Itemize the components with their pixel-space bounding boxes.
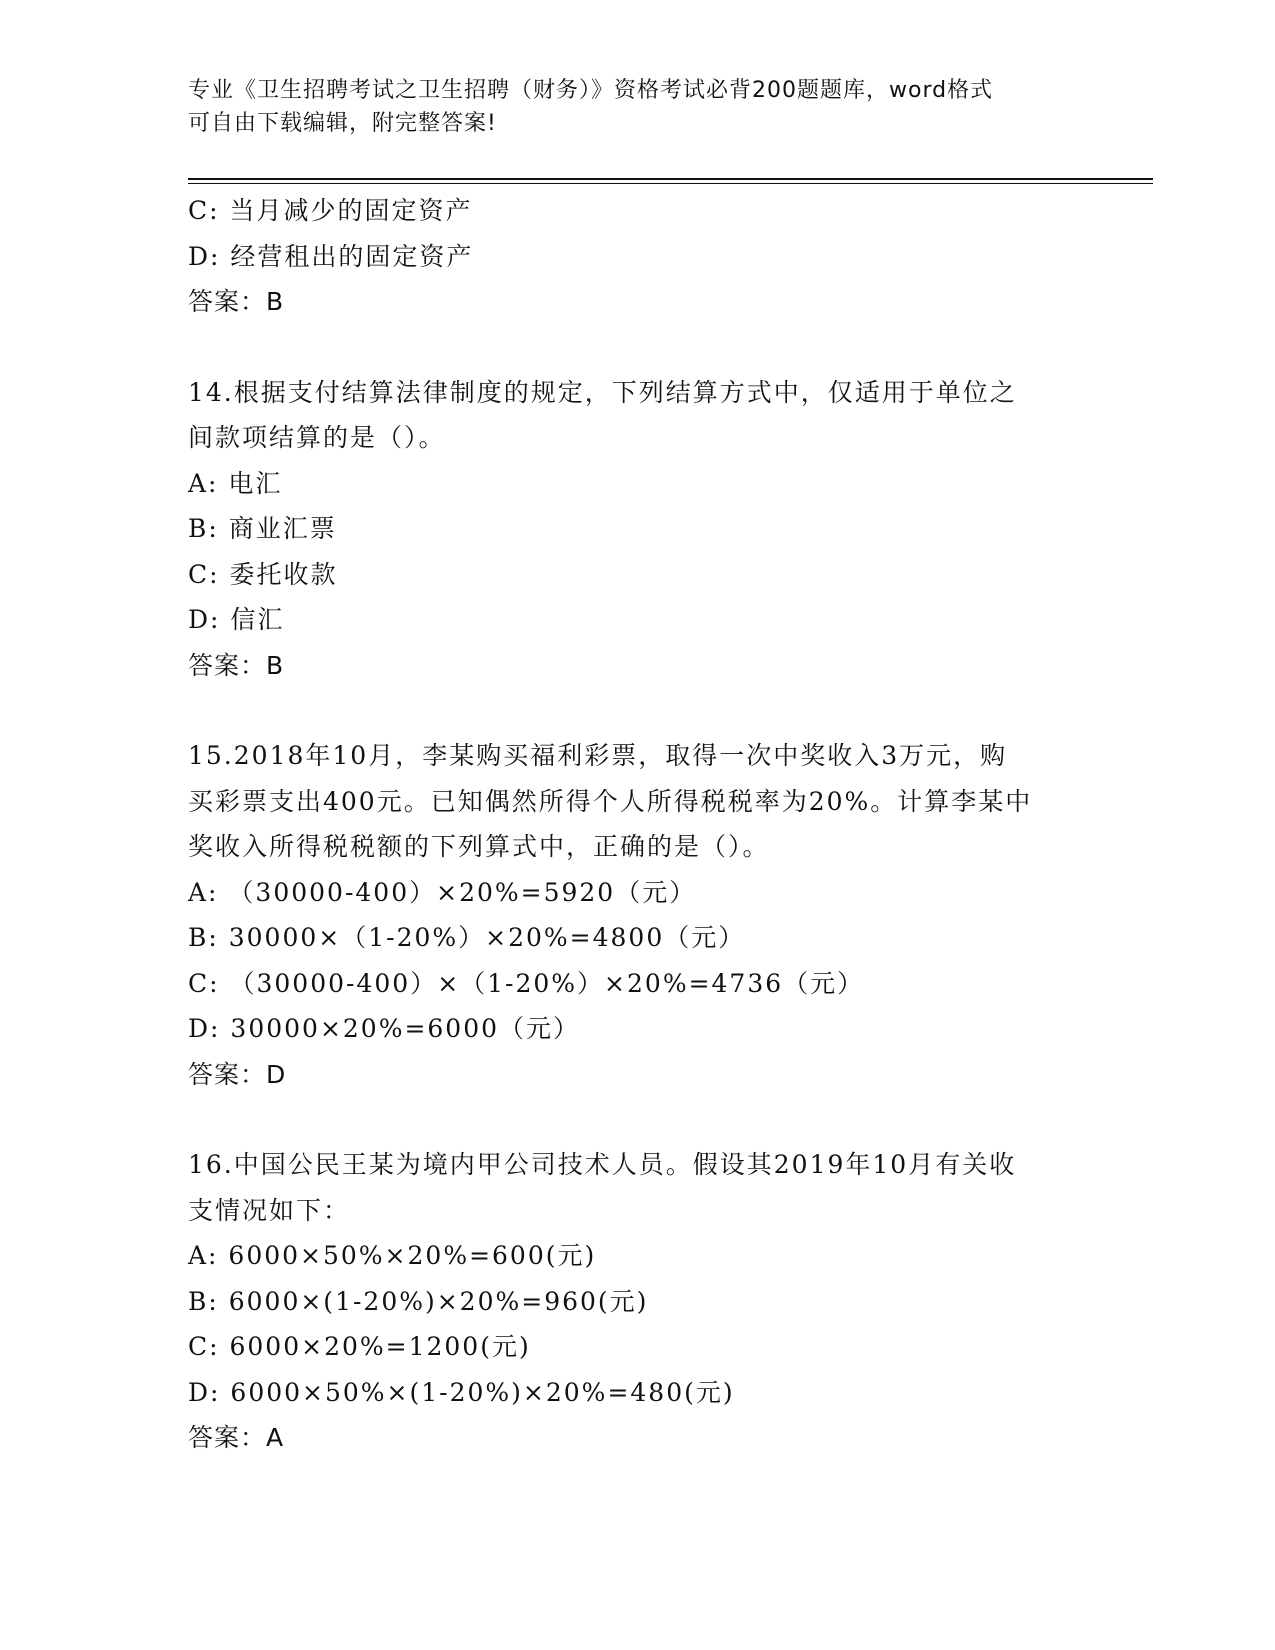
- option-a: A: 电汇: [188, 468, 283, 498]
- option-b: B: 商业汇票: [188, 514, 337, 543]
- question-text-line: 15.2018年10月，李某购买福利彩票，取得一次中奖收入3万元，购: [188, 741, 1008, 770]
- header-line-2: 可自由下载编辑，附完整答案!: [188, 111, 497, 136]
- option-c: C: （30000-400）×（1-20%）×20%=4736（元）: [188, 968, 865, 998]
- option-d: D: 6000×50%×(1-20%)×20%=480(元): [188, 1377, 735, 1407]
- question-text-line: 间款项结算的是（）。: [188, 423, 446, 452]
- question-16: [188, 1142, 1088, 1461]
- question-15: [188, 733, 1088, 1097]
- question-13-continued: [188, 188, 1088, 325]
- question-14: [188, 370, 1088, 689]
- question-text-line: 买彩票支出400元。已知偶然所得个人所得税税率为20%。计算李某中: [188, 786, 1033, 816]
- option-c: C: 当月减少的固定资产: [188, 196, 473, 225]
- answer-line: 答案：B: [188, 287, 285, 316]
- document-header: [188, 74, 1068, 140]
- header-divider-thick: [188, 178, 1153, 180]
- option-d: D: 经营租出的固定资产: [188, 241, 474, 271]
- answer-line: 答案：D: [188, 1059, 287, 1089]
- option-d: D: 信汇: [188, 605, 285, 634]
- header-divider-thin: [188, 183, 1153, 184]
- option-b: B: 30000×（1-20%）×20%=4800（元）: [188, 923, 746, 952]
- answer-line: 答案：A: [188, 1423, 285, 1452]
- question-list: [188, 188, 1088, 1461]
- option-a: A: 6000×50%×20%=600(元): [188, 1241, 597, 1270]
- answer-line: 答案：B: [188, 650, 285, 680]
- question-text-line: 支情况如下：: [188, 1195, 351, 1225]
- option-c: C: 委托收款: [188, 559, 338, 589]
- question-text-line: 奖收入所得税税额的下列算式中，正确的是（）。: [188, 832, 770, 861]
- question-text-line: 16.中国公民王某为境内甲公司技术人员。假设其2019年10月有关收: [188, 1150, 1017, 1179]
- option-b: B: 6000×(1-20%)×20%=960(元): [188, 1286, 649, 1316]
- header-line-1: 专业《卫生招聘考试之卫生招聘（财务）》资格考试必背200题题库，word格式: [188, 78, 994, 103]
- option-d: D: 30000×20%=6000（元）: [188, 1014, 581, 1043]
- question-text-line: 14.根据支付结算法律制度的规定，下列结算方式中，仅适用于单位之: [188, 377, 1017, 407]
- option-c: C: 6000×20%=1200(元): [188, 1332, 531, 1361]
- option-a: A: （30000-400）×20%=5920（元）: [188, 877, 697, 907]
